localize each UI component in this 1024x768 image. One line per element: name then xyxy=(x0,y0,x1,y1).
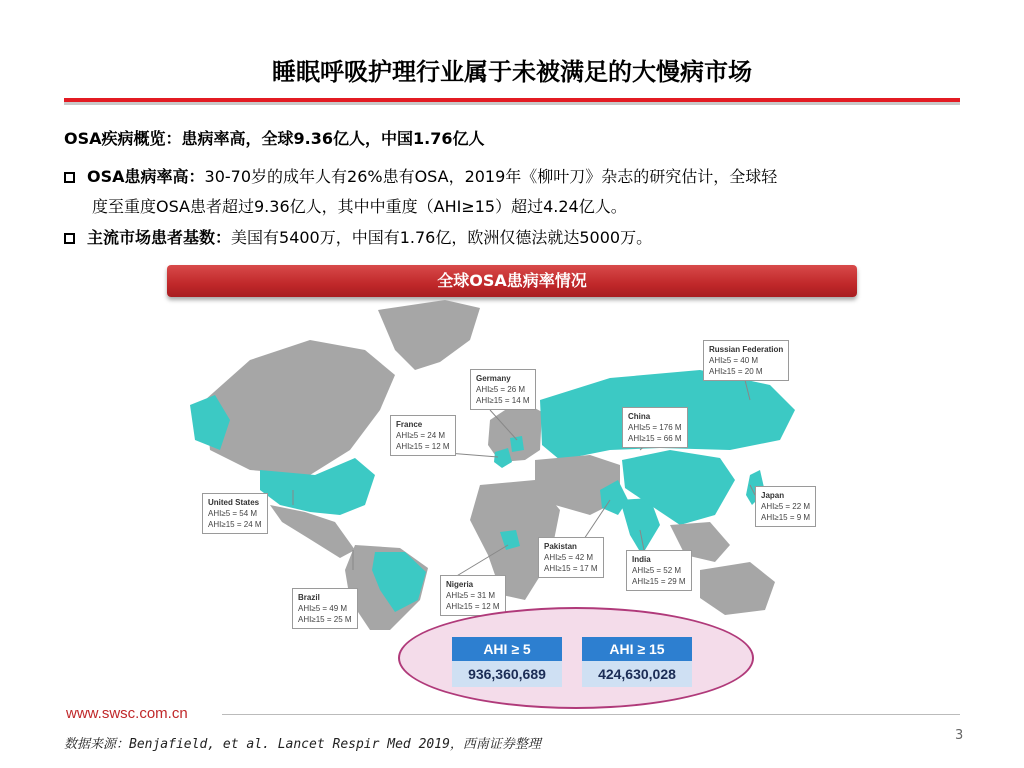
ahi5-value: AHI≥5 = 54 M xyxy=(208,509,258,518)
canada-shape xyxy=(205,340,395,475)
country-name: Germany xyxy=(476,374,511,383)
ahi15-value: AHI≥15 = 14 M xyxy=(476,396,530,405)
callout-pakistan xyxy=(538,537,604,578)
ahi15-value: AHI≥15 = 9 M xyxy=(761,513,811,522)
germany-shape xyxy=(510,436,524,452)
callout-germany xyxy=(470,369,536,410)
ahi5-header: AHI ≥ 5 xyxy=(452,637,562,661)
bullet-text-cont: 度至重度OSA患者超过9.36亿人，其中中重度（AHI≥15）超过4.24亿人。 xyxy=(92,197,627,216)
checkbox-bullet-icon xyxy=(64,172,75,183)
ahi5-value: AHI≥5 = 176 M xyxy=(628,423,682,432)
bullet-head: OSA患病率高： xyxy=(87,167,205,186)
section-subtitle: OSA疾病概览：患病率高，全球9.36亿人，中国1.76亿人 xyxy=(64,129,485,148)
ahi5-value: AHI≥5 = 31 M xyxy=(446,591,496,600)
callout-russia xyxy=(703,340,789,381)
ahi15-value: AHI≥15 = 25 M xyxy=(298,615,352,624)
ahi15-value: AHI≥15 = 12 M xyxy=(446,602,500,611)
page-number: 3 xyxy=(955,728,964,743)
footer-divider xyxy=(222,714,960,715)
bullet-market-base xyxy=(64,223,974,253)
ahi15-value: AHI≥15 = 17 M xyxy=(544,564,598,573)
ahi5-value: AHI≥5 = 52 M xyxy=(632,566,682,575)
ahi5-value: AHI≥5 = 40 M xyxy=(709,356,759,365)
map-banner: 全球OSA患病率情况 xyxy=(167,265,857,297)
callout-japan xyxy=(755,486,816,527)
country-name: Russian Federation xyxy=(709,345,784,354)
greenland-shape xyxy=(378,300,480,370)
country-name: China xyxy=(628,412,651,421)
country-name: Brazil xyxy=(298,593,320,602)
checkbox-bullet-icon xyxy=(64,233,75,244)
bullet-prevalence xyxy=(64,162,974,222)
title-divider xyxy=(64,98,960,105)
bullet-text: 30-70岁的成年人有26%患有OSA，2019年《柳叶刀》杂志的研究估计，全球轻 xyxy=(204,167,778,186)
ahi5-value: AHI≥5 = 42 M xyxy=(544,553,594,562)
ahi5-value: AHI≥5 = 24 M xyxy=(396,431,446,440)
country-name: Nigeria xyxy=(446,580,474,589)
australia-shape xyxy=(700,562,775,615)
ahi5-value: AHI≥5 = 22 M xyxy=(761,502,811,511)
country-name: United States xyxy=(208,498,260,507)
bullet-head: 主流市场患者基数： xyxy=(87,228,232,247)
ahi5-value: AHI≥5 = 26 M xyxy=(476,385,526,394)
ahi15-header: AHI ≥ 15 xyxy=(582,637,692,661)
ahi5-total: 936,360,689 xyxy=(452,661,562,687)
country-name: Japan xyxy=(761,491,785,500)
country-name: India xyxy=(632,555,651,564)
page-title: 睡眠呼吸护理行业属于未被满足的大慢病市场 xyxy=(272,58,752,86)
bullet-text: 美国有5400万，中国有1.76亿，欧洲仅德法就达5000万。 xyxy=(231,228,653,247)
callout-nigeria xyxy=(440,575,506,616)
ahi5-value: AHI≥5 = 49 M xyxy=(298,604,348,613)
data-source: 数据来源：Benjafield, et al. Lancet Respir Med 2019，西南证券整理 xyxy=(64,737,541,752)
ahi15-value: AHI≥15 = 20 M xyxy=(709,367,763,376)
callout-united-states xyxy=(202,493,268,534)
callout-brazil xyxy=(292,588,358,629)
ahi15-total: 424,630,028 xyxy=(582,661,692,687)
callout-india xyxy=(626,550,692,591)
callout-france xyxy=(390,415,456,456)
ahi15-value: AHI≥15 = 24 M xyxy=(208,520,262,529)
country-name: France xyxy=(396,420,423,429)
ahi15-value: AHI≥15 = 29 M xyxy=(632,577,686,586)
footer-url[interactable]: www.swsc.com.cn xyxy=(66,705,188,722)
ahi15-value: AHI≥15 = 66 M xyxy=(628,434,682,443)
country-name: Pakistan xyxy=(544,542,577,551)
ahi15-value: AHI≥15 = 12 M xyxy=(396,442,450,451)
callout-china xyxy=(622,407,688,448)
